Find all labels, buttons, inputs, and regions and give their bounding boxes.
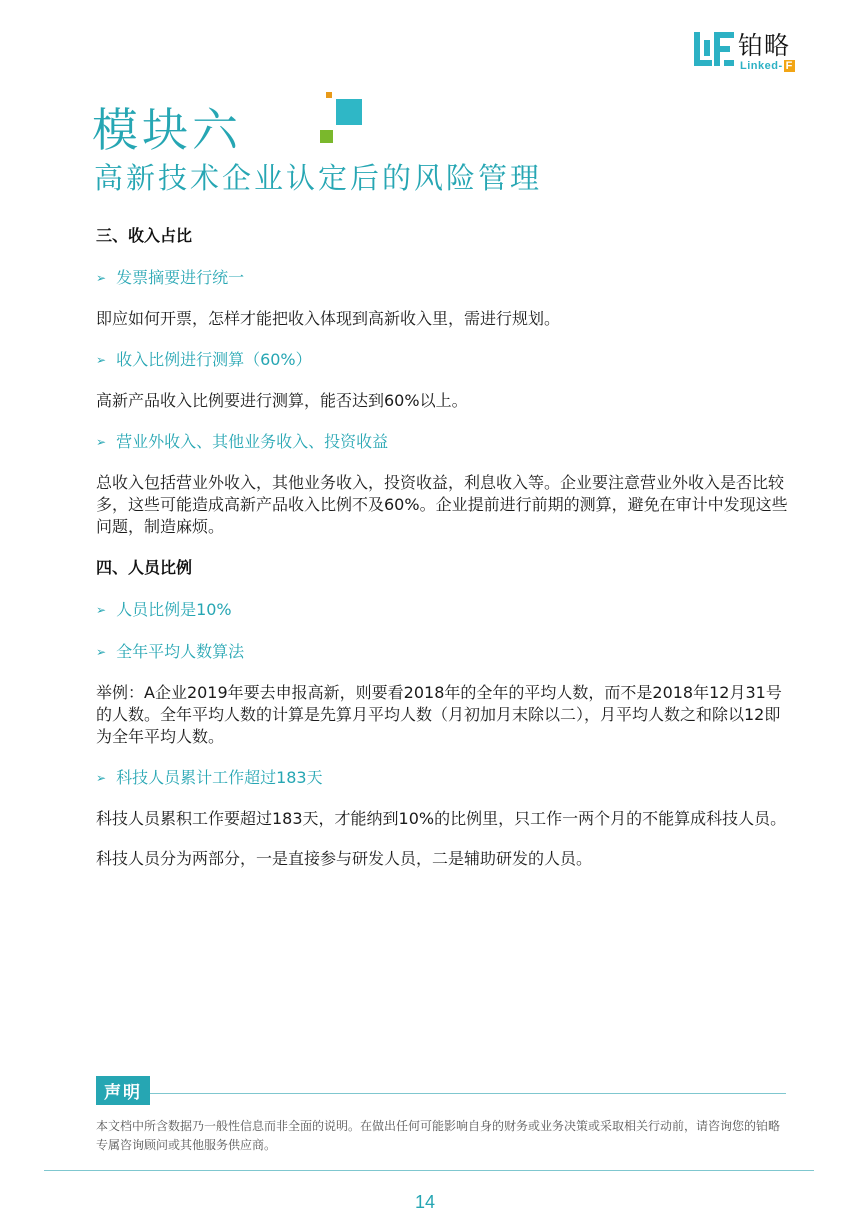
disclaimer-divider <box>96 1093 786 1094</box>
footer-divider <box>44 1170 814 1171</box>
arrow-bullet-icon: ➢ <box>96 435 107 449</box>
disclaimer <box>96 1076 786 1155</box>
bullet-item: ➢ 发票摘要进行统一 <box>96 266 796 290</box>
bullet-item: ➢ 收入比例进行测算（60%） <box>96 348 796 372</box>
decor-square-teal <box>336 99 362 125</box>
decor-square-orange <box>326 92 332 98</box>
paragraph: 总收入包括营业外收入，其他业务收入，投资收益，利息收入等。企业要注意营业外收入是否比较多，这些可能造成高新产品收入比例不及60%。企业提前进行前期的测算，避免在审计中发现这些问题，制造麻烦。 <box>96 473 788 536</box>
brand-logo <box>694 32 814 74</box>
paragraph: 即应如何开票，怎样才能把收入体现到高新收入里，需进行规划。 <box>96 309 561 328</box>
bullet-item: ➢ 营业外收入、其他业务收入、投资收益 <box>96 430 796 454</box>
disclaimer-text: 本文档中所含数据乃一般性信息而非全面的说明。在做出任何可能影响自身的财务或业务决策或采取相关行动前，请咨询您的铂略专属咨询顾问或其他服务供应商。 <box>96 1119 781 1152</box>
paragraph: 科技人员累积工作要超过183天，才能纳到10%的比例里，只工作一两个月的不能算成科技人员。 <box>96 809 787 828</box>
module-subtitle: 高新技术企业认定后的风险管理 <box>94 161 543 195</box>
paragraph: 举例：A企业2019年要去申报高新，则要看2018年的全年的平均人数，而不是2018年12月31号的人数。全年平均人数的计算是先算月平均人数（月初加月末除以二），月平均人数之和除以12即为全年平均人数。 <box>96 683 782 746</box>
linked-f-logo-icon <box>694 32 734 72</box>
decor-square-green <box>320 130 333 143</box>
section-heading: 三、收入占比 <box>96 226 193 245</box>
bullet-item: ➢ 科技人员累计工作超过183天 <box>96 766 796 790</box>
disclaimer-label: 声明 <box>96 1076 150 1105</box>
arrow-bullet-icon: ➢ <box>96 645 107 659</box>
arrow-bullet-icon: ➢ <box>96 271 107 285</box>
section-heading: 四、人员比例 <box>96 558 193 577</box>
bullet-item: ➢ 全年平均人数算法 <box>96 640 796 664</box>
arrow-bullet-icon: ➢ <box>96 603 107 617</box>
module-title: 模块六 <box>92 103 242 157</box>
arrow-bullet-icon: ➢ <box>96 771 107 785</box>
bullet-item: ➢ 人员比例是10% <box>96 598 796 622</box>
arrow-bullet-icon: ➢ <box>96 353 107 367</box>
logo-name-cn: 铂略 <box>738 31 791 60</box>
paragraph: 科技人员分为两部分，一是直接参与研发人员，二是辅助研发的人员。 <box>96 849 593 868</box>
main-content <box>96 224 796 888</box>
page-number: 14 <box>414 1192 436 1212</box>
paragraph: 高新产品收入比例要进行测算，能否达到60%以上。 <box>96 391 468 410</box>
logo-name-en: Linked- F <box>740 60 793 72</box>
